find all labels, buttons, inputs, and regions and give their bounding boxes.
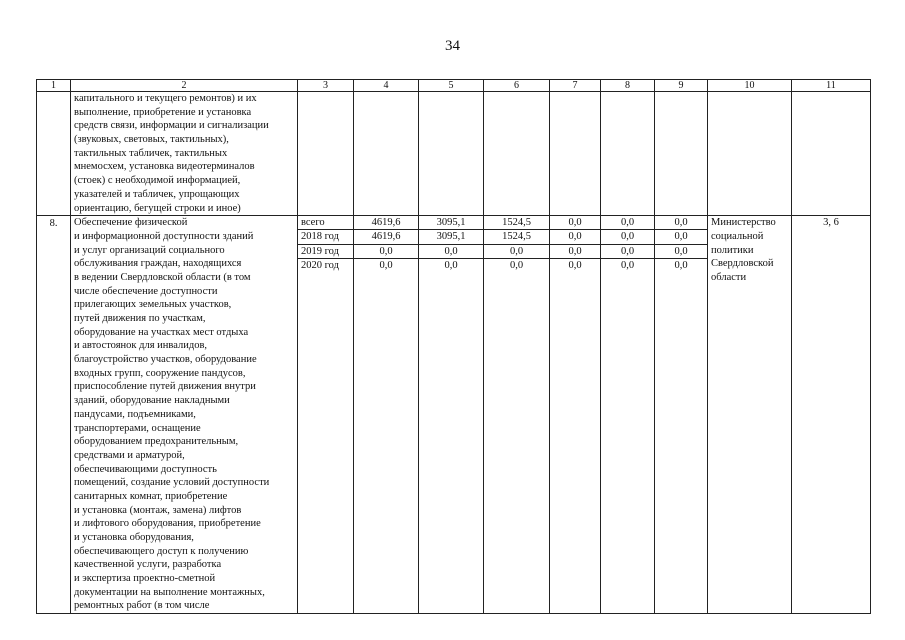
col8-cell [601,216,655,614]
value: 0,0 [601,230,654,244]
value: 0,0 [550,230,600,244]
text-line: (звуковых, световых, тактильных), [74,134,229,146]
header-cell: 2 [71,80,298,92]
value: 0,0 [601,245,654,259]
value: 0,0 [550,245,600,259]
text-line: санитарных комнат, приобретение [74,490,228,502]
value: 0,0 [655,216,707,230]
text-line: благоустройство участков, оборудование [74,354,257,366]
text-line: указателей и табличек, упрощающих [74,188,240,200]
value: 0,0 [655,245,707,259]
text-line: и установка оборудования, [74,532,194,543]
text-line: ориентацию, бегущей строки и иное) [74,202,241,214]
table-row-8 [37,216,871,614]
text-line: в ведении Свердловской области (в том [74,271,251,283]
executor-line: политики [711,244,754,256]
text-line: оборудованием предохранительным, [74,436,239,448]
program-table [36,79,871,614]
header-cell: 11 [792,80,871,92]
period-label: 2020 год [301,260,339,272]
header-cell: 1 [37,80,71,92]
value: 0,0 [354,245,418,259]
executor-line: социальной [711,230,764,242]
empty-cell [792,92,871,216]
empty-cell [601,92,655,216]
row-description [71,216,298,614]
value: 0,0 [550,216,600,230]
text-line: пандусами, подъемниками, [74,408,196,420]
period-label: 2018 год [298,230,353,244]
value: 0,0 [568,260,582,272]
value: 0,0 [484,245,549,259]
continuation-row [37,92,871,216]
value: 4619,6 [354,216,418,230]
header-cell: 5 [419,80,484,92]
text-line: зданий, оборудование накладными [74,395,230,407]
period-label: 2019 год [298,245,353,259]
targets-cell: 3, 6 [792,216,871,614]
text-line: (стоек) с необходимой информацией, [74,175,241,187]
col6-cell [484,216,550,614]
col7-cell [550,216,601,614]
text-line: прилегающих земельных участков, [74,299,232,311]
text-line: и лифтового оборудования, приобретение [74,518,261,530]
header-cell: 10 [708,80,792,92]
row-number: 8. [37,216,71,614]
text-line: приспособление путей движения внутри [74,381,256,393]
text-line: капитального и текущего ремонтов) и их [74,93,257,104]
text-line: средствами и арматурой, [74,449,185,461]
value: 0,0 [379,260,393,272]
text-line: выполнение, приобретение и установка [74,106,252,118]
text-line: числе обеспечение доступности [74,285,218,297]
text-line: средств связи, информации и сигнализации [74,120,269,132]
value: 1524,5 [484,230,549,244]
text-line: мнемосхем, установка видеотерминалов [74,161,255,173]
empty-cell [655,92,708,216]
cont-number-cell [37,92,71,216]
text-line: оборудование на участках мест отдыха [74,326,249,338]
header-cell: 4 [354,80,419,92]
text-line: обеспечивающими доступность [74,463,217,475]
value: 3095,1 [419,216,483,230]
executor-cell [708,216,792,614]
text-line: помещений, создание условий доступности [74,477,270,489]
empty-cell [419,92,484,216]
header-cell: 8 [601,80,655,92]
header-cell: 9 [655,80,708,92]
value: 0,0 [444,260,458,272]
text-line: Обеспечение физической [74,217,188,229]
value: 0,0 [509,260,524,272]
executor-line: Свердловской [711,258,774,270]
value: 0,0 [601,216,654,230]
cont-text-cell [71,92,298,216]
text-line: и экспертиза проектно-сметной [74,573,216,585]
text-line: и установка (монтаж, замена) лифтов [74,504,242,516]
period-label: всего [298,216,353,230]
header-cell: 3 [298,80,354,92]
header-cell: 7 [550,80,601,92]
empty-cell [708,92,792,216]
text-line: и автостоянок для инвалидов, [74,340,208,352]
text-line: и информационной доступности зданий [74,230,254,242]
text-line: транспортерами, оснащение [74,422,201,434]
col5-cell [419,216,484,614]
text-line: входных групп, сооружение пандусов, [74,367,246,379]
executor-line: области [711,271,747,283]
value: 1524,5 [484,216,549,230]
value: 3095,1 [419,230,483,244]
value: 0,0 [419,245,483,259]
col9-cell [655,216,708,614]
empty-cell [298,92,354,216]
value: 0,0 [620,260,635,272]
header-cell: 6 [484,80,550,92]
text-line: документации на выполнение монтажных, [74,586,265,598]
page-number: 34 [445,38,460,54]
value: 0,0 [655,230,707,244]
text-line: качественной услуги, разработка [74,559,222,571]
value: 4619,6 [354,230,418,244]
text-line: обслуживания граждан, находящихся [74,258,242,270]
text-line: путей движения по участкам, [74,313,206,324]
period-cell [298,216,354,614]
text-line: обеспечивающего доступ к получению [74,545,249,557]
value: 0,0 [674,260,688,272]
text-line: ремонтных работ (в том числе [74,600,210,612]
executor-line: Министерство [711,217,776,229]
empty-cell [550,92,601,216]
text-line: и услуг организаций социального [74,244,225,256]
empty-cell [484,92,550,216]
text-line: тактильных табличек, тактильных [74,147,228,159]
empty-cell [354,92,419,216]
col4-cell [354,216,419,614]
header-row [37,80,871,92]
